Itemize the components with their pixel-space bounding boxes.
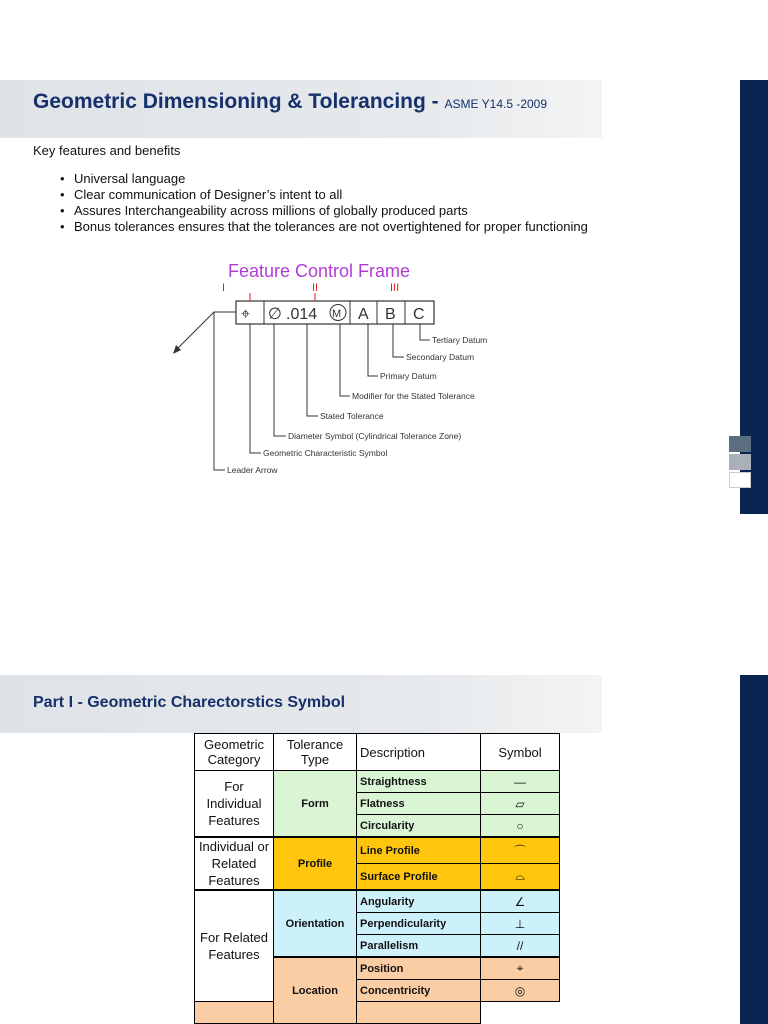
description-cell: Surface Profile [357,864,481,891]
type-cell: Location [274,957,357,1024]
position-icon: ⌖ [481,957,560,980]
table-header-row [195,734,560,771]
label-tertiary-datum: Tertiary Datum [432,335,488,345]
description-cell: Perpendicularity [357,913,481,935]
type-cell: Form [274,771,357,838]
label-leader-arrow: Leader Arrow [227,465,278,475]
slide-decoration-squares [729,436,751,490]
geometric-characteristics-table [194,733,560,1024]
slide-title: Geometric Dimensioning & Tolerancing - ASME Y14.5 -2009 [33,90,548,113]
fcf-title: Feature Control Frame [228,261,411,281]
label-secondary-datum: Secondary Datum [406,352,475,362]
slide-geometric-symbols [0,675,768,1024]
deco-square [729,472,751,488]
description-cell: Flatness [357,793,481,815]
fcf-marker-1: I [222,282,226,294]
concentricity-icon: ◎ [481,980,560,1002]
fcf-marker-3: III [390,282,400,294]
category-cell: For Related Features [195,890,274,1002]
flatness-icon: ▱ [481,793,560,815]
datum-c: C [413,306,425,323]
leader-line [176,312,236,350]
parallelism-icon: // [481,935,560,958]
slide-title: Part I - Geometric Charectorstics Symbol [33,694,346,711]
type-cell: Orientation [274,890,357,957]
datum-a: A [358,306,369,323]
slide-gdt-overview [0,80,768,514]
mmc-modifier-icon: M [332,308,342,320]
label-stated-tolerance: Stated Tolerance [320,411,384,421]
stated-tolerance-value: .014 [286,306,318,323]
type-cell: Profile [274,837,357,890]
deco-square [729,436,751,452]
diameter-symbol-icon: ∅ [268,304,282,323]
symbol-cell [357,1002,481,1024]
label-primary-datum: Primary Datum [380,371,437,381]
circularity-icon: ○ [481,815,560,838]
fcf-marker-2: II [312,282,319,294]
position-symbol-icon: ⌖ [241,304,251,323]
label-geometric-characteristic: Geometric Characteristic Symbol [263,448,388,458]
description-cell: Angularity [357,890,481,913]
sidebar-accent [740,675,768,1024]
table-row [195,890,560,913]
straightness-icon: — [481,771,560,793]
header-cell: Symbol [481,734,560,771]
deco-square [729,454,751,470]
description-cell: Concentricity [357,980,481,1002]
bullet-item: • Universal language [74,171,588,187]
description-cell: Straightness [357,771,481,793]
key-features-heading: Key features and benefits [33,143,181,158]
label-modifier: Modifier for the Stated Tolerance [352,391,475,401]
surface-profile-icon: ⌓ [481,864,560,891]
category-cell: For Individual Features [195,771,274,838]
bullet-item: • Bonus tolerances ensures that the tolerances are not overtightened for proper functioning [74,219,588,235]
description-cell: Parallelism [357,935,481,958]
table-row [195,1002,560,1024]
description-cell: Circularity [357,815,481,838]
benefits-list [74,171,588,235]
header-cell: Tolerance Type [274,734,357,771]
header-cell: Geometric Category [195,734,274,771]
description-cell: Line Profile [357,837,481,864]
description-cell [195,1002,274,1024]
datum-b: B [385,306,396,323]
perpendicularity-icon: ⊥ [481,913,560,935]
feature-control-frame-diagram [168,255,508,480]
line-profile-icon: ⌒ [481,837,560,864]
table-row [195,771,560,793]
table-row [195,837,560,864]
description-cell: Position [357,957,481,980]
header-cell: Description [357,734,481,771]
bullet-item: • Clear communication of Designer’s intent to all [74,187,588,203]
slide-title-standard: ASME Y14.5 -2009 [444,97,548,111]
bullet-item: • Assures Interchangeability across millions of globally produced parts [74,203,588,219]
category-cell: Individual or Related Features [195,837,274,890]
angularity-icon: ∠ [481,890,560,913]
label-diameter-symbol: Diameter Symbol (Cylindrical Tolerance Zone) [288,431,462,441]
